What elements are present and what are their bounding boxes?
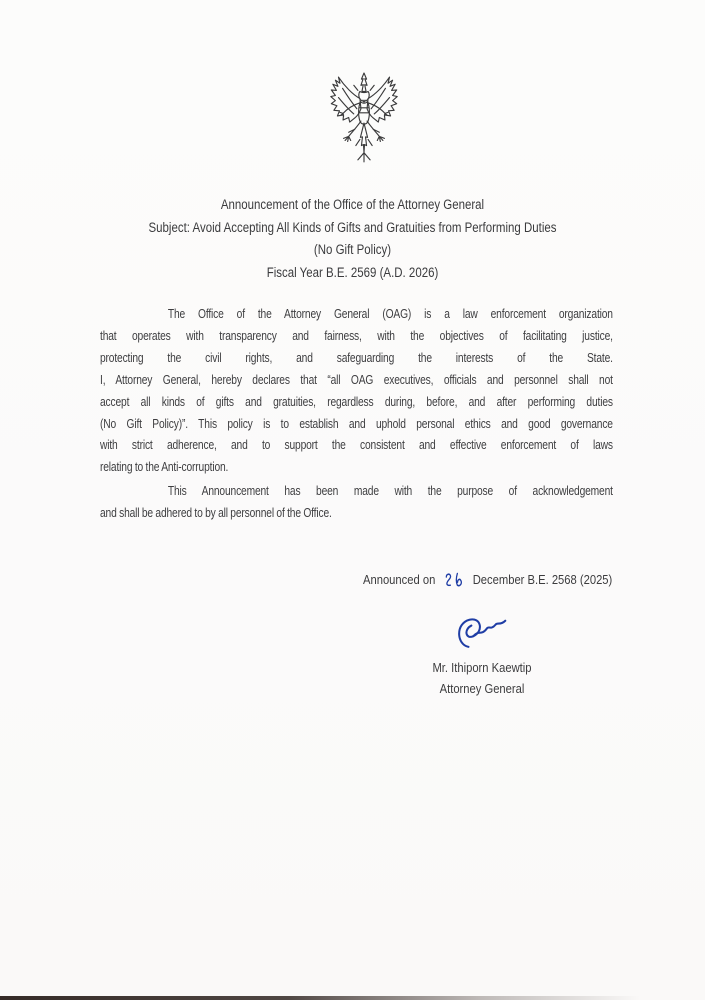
signer-name: Mr. Ithiporn Kaewtip bbox=[432, 660, 532, 675]
announcement-title: Announcement of the Office of the Attorney General bbox=[220, 197, 485, 212]
paragraph-1 bbox=[100, 303, 613, 478]
document-body bbox=[100, 303, 613, 524]
signature-icon bbox=[452, 612, 514, 655]
policy-subtitle: (No Gift Policy) bbox=[313, 242, 392, 258]
body-text-line: that operates with transparency and fairness, with the objectives of facilitating justice, bbox=[100, 327, 613, 343]
announced-suffix: December B.E. 2568 (2025) bbox=[472, 571, 613, 587]
garuda-emblem-icon bbox=[326, 72, 402, 166]
announced-date-line bbox=[363, 570, 612, 589]
body-text-line: This Announcement has been made with the purpose of acknowledgement bbox=[167, 483, 613, 499]
document-header bbox=[53, 194, 652, 284]
handwritten-thai-date-icon bbox=[443, 570, 465, 589]
subject-line: Subject: Avoid Accepting All Kinds of Gifts and Gratuities from Performing Duties bbox=[148, 219, 557, 235]
body-text-line: with strict adherence, and to support the consistent and effective enforcement of laws bbox=[100, 437, 613, 453]
scan-edge-artifact bbox=[0, 996, 640, 1000]
body-text-line: The Office of the Attorney General (OAG) is a law enforcement organization bbox=[167, 306, 613, 321]
paragraph-2 bbox=[100, 480, 613, 524]
announced-prefix: Announced on bbox=[363, 571, 436, 587]
signature-ink bbox=[452, 612, 514, 654]
fiscal-year-line: Fiscal Year B.E. 2569 (A.D. 2026) bbox=[266, 264, 439, 280]
body-text-line: accept all kinds of gifts and gratuities, regardless during, before, and after performing duties bbox=[100, 393, 613, 409]
body-text-line: and shall be adhered to by all personnel of the Office. bbox=[100, 505, 332, 521]
garuda-emblem bbox=[326, 72, 402, 166]
signer-title: Attorney General bbox=[439, 681, 525, 696]
body-text-line: I, Attorney General, hereby declares that “all OAG executives, officials and personnel shall not bbox=[100, 371, 613, 387]
body-text-line: (No Gift Policy)”. This policy is to establish and uphold personal ethics and good governance bbox=[100, 415, 613, 431]
body-text-line: relating to the Anti-corruption. bbox=[100, 459, 229, 475]
body-text-line: protecting the civil rights, and safeguarding the interests of the State. bbox=[100, 349, 613, 365]
